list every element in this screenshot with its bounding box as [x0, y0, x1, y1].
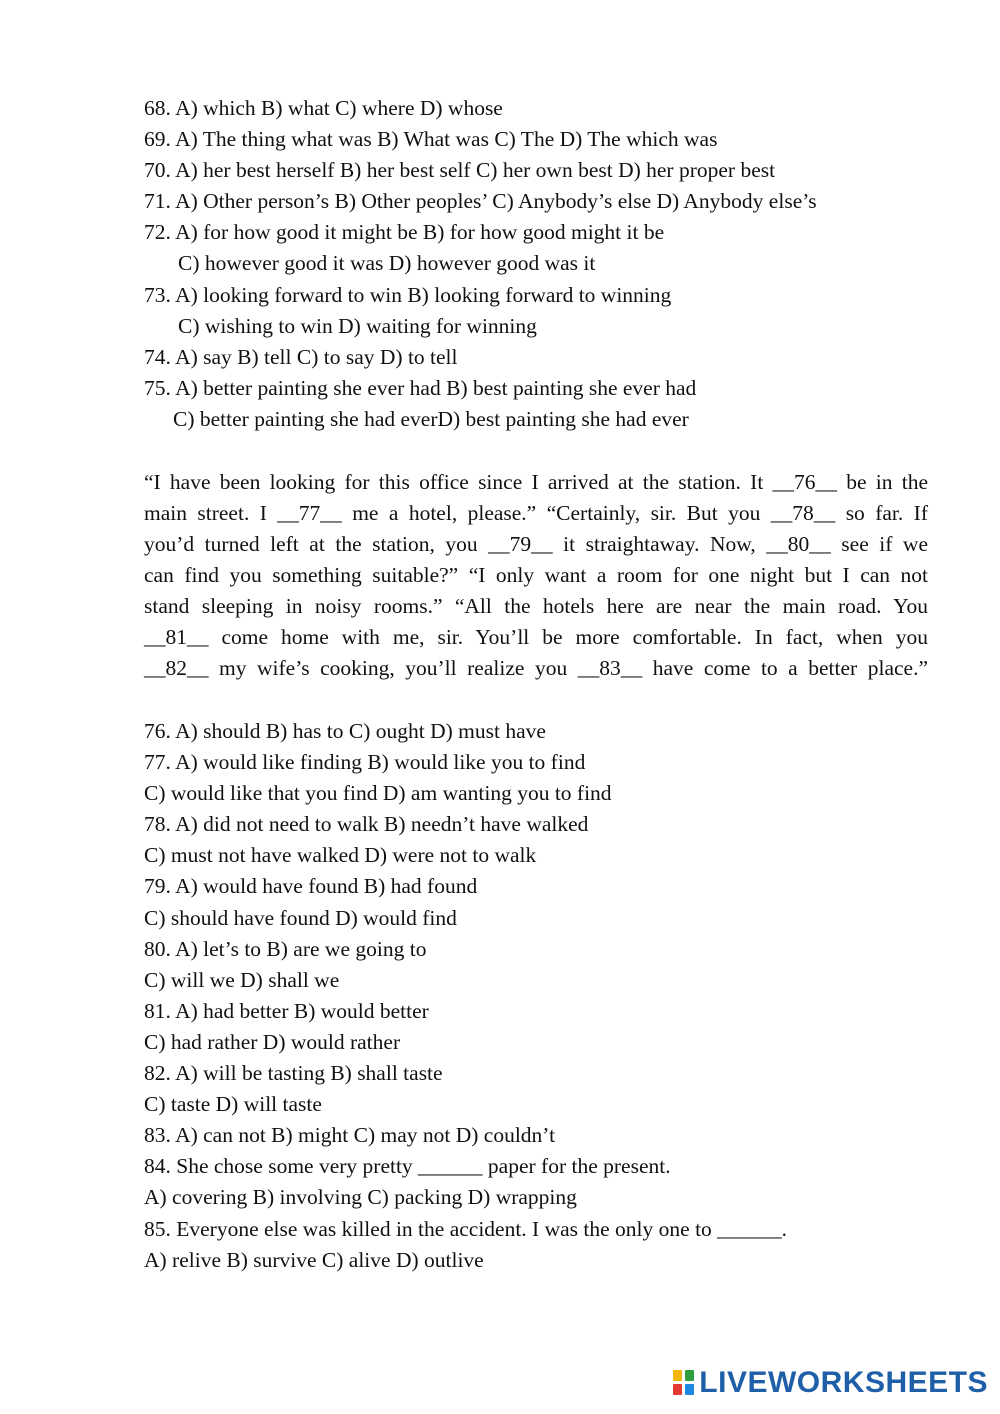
question-73-options-cd: C) wishing to win D) waiting for winning: [178, 313, 537, 338]
question-84: 84. She chose some very pretty ______ paper for the present.: [144, 1154, 671, 1179]
reading-passage: [144, 467, 928, 684]
question-80-options-cd: C) will we D) shall we: [144, 967, 340, 992]
liveworksheets-logo-text: LIVEWORKSHEETS: [699, 1366, 988, 1399]
question-82-options-cd: C) taste D) will taste: [144, 1092, 322, 1117]
question-72-options-cd: C) however good it was D) however good was it: [178, 251, 596, 276]
question-75: 75. A) better painting she ever had B) best painting she ever had: [144, 375, 697, 400]
liveworksheets-logo-icon: [673, 1370, 695, 1396]
passage-line: __81__ come home with me, sir. You’ll be more comfortable. In fact, when you: [144, 625, 928, 649]
question-list-76-85: [144, 716, 787, 1276]
question-79-options-cd: C) should have found D) would find: [144, 905, 457, 930]
question-78: 78. A) did not need to walk B) needn’t have walked: [144, 812, 589, 837]
question-74: 74. A) say B) tell C) to say D) to tell: [144, 344, 458, 369]
question-71: 71. A) Other person’s B) Other peoples’ C) Anybody’s else D) Anybody else’s: [144, 189, 817, 214]
liveworksheets-logo: [673, 1366, 988, 1400]
question-85-options: A) relive B) survive C) alive D) outlive: [144, 1247, 484, 1272]
question-79: 79. A) would have found B) had found: [144, 874, 478, 899]
question-68: 68. A) which B) what C) where D) whose: [144, 96, 503, 120]
question-77: 77. A) would like finding B) would like you to find: [144, 750, 586, 775]
question-69: 69. A) The thing what was B) What was C) The D) The which was: [144, 127, 718, 152]
passage-line: main street. I __77__ me a hotel, please.” “Certainly, sir. But you __78__ so far. If: [144, 501, 928, 525]
question-77-options-cd: C) would like that you find D) am wanting you to find: [144, 781, 612, 806]
passage-line: stand sleeping in noisy rooms.” “All the hotels here are near the main road. You: [144, 594, 928, 618]
question-83: 83. A) can not B) might C) may not D) couldn’t: [144, 1123, 556, 1148]
question-81-options-cd: C) had rather D) would rather: [144, 1029, 401, 1054]
question-80: 80. A) let’s to B) are we going to: [144, 936, 427, 961]
passage-line: __82__ my wife’s cooking, you’ll realize you __83__ have come to a better place.”: [144, 656, 928, 680]
question-76: 76. A) should B) has to C) ought D) must have: [144, 719, 546, 743]
question-84-options: A) covering B) involving C) packing D) wrapping: [144, 1185, 577, 1210]
question-72: 72. A) for how good it might be B) for how good might it be: [144, 220, 665, 245]
passage-line: can find you something suitable?” “I only want a room for one night but I can not: [144, 563, 928, 587]
question-list-68-75: [144, 93, 817, 435]
question-73: 73. A) looking forward to win B) looking forward to winning: [144, 282, 672, 307]
question-81: 81. A) had better B) would better: [144, 998, 429, 1023]
question-85: 85. Everyone else was killed in the accident. I was the only one to ______.: [144, 1216, 788, 1241]
question-75-options-cd: C) better painting she had everD) best painting she had ever: [173, 406, 689, 431]
passage-line: “I have been looking for this office since I arrived at the station. It __76__ be in the: [144, 470, 928, 494]
passage-line: you’d turned left at the station, you __79__ it straightaway. Now, __80__ see if we: [144, 532, 928, 556]
question-70: 70. A) her best herself B) her best self C) her own best D) her proper best: [144, 158, 776, 183]
question-78-options-cd: C) must not have walked D) were not to walk: [144, 843, 537, 868]
question-82: 82. A) will be tasting B) shall taste: [144, 1061, 443, 1086]
